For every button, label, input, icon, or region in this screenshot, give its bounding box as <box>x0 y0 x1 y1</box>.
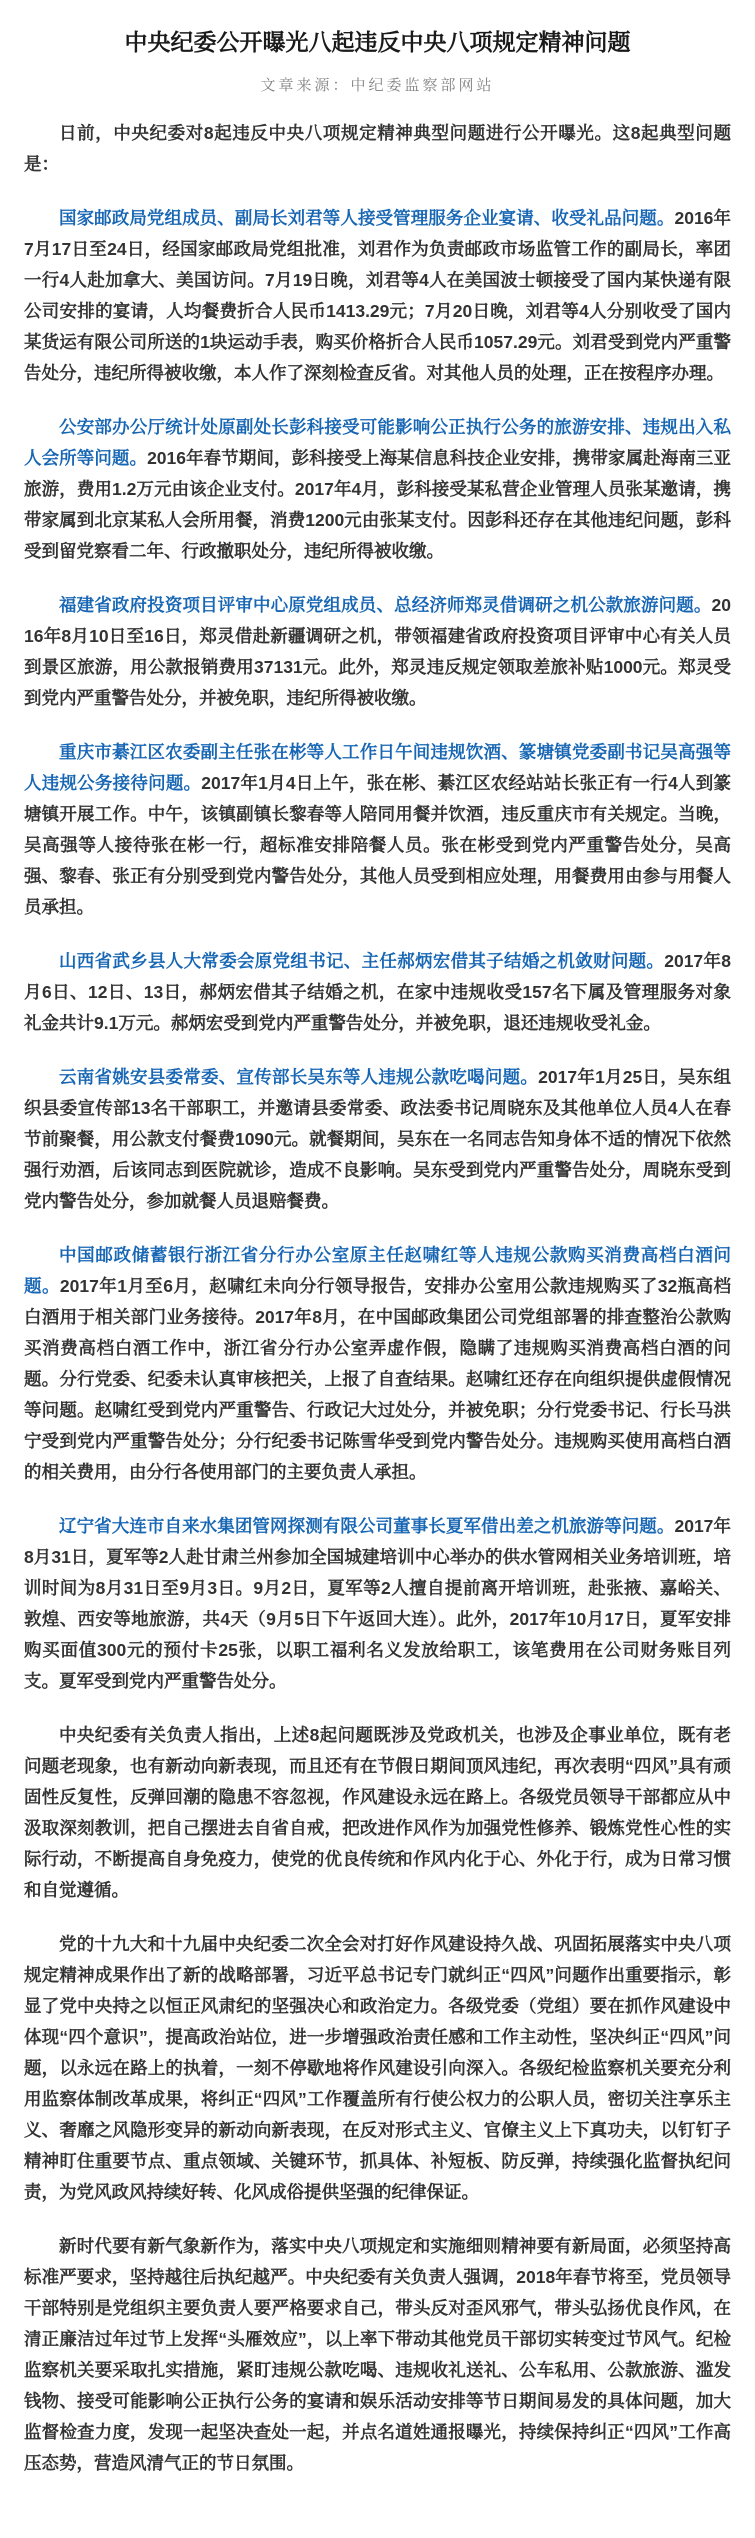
article-title: 中央纪委公开曝光八起违反中央八项规定精神问题 <box>124 29 631 55</box>
case-body-4: 2017年1月4日上午，张在彬、綦江区农经站站长张正有一行4人到篆塘镇开展工作。中午，该镇副镇长黎春等人陪同用餐并饮酒，违反重庆市有关规定。当晚，吴高强等人接待张在彬一行，超标准安排陪餐人员。张在彬受到党内严重警告处分，吴高强、黎春、张正有分别受到党内警告处分，其他人员受到相应处理，用餐费用由参与用餐人员承担。 <box>24 773 731 917</box>
case-paragraph-1 <box>24 203 731 389</box>
case-paragraph-3 <box>24 590 731 714</box>
closing-paragraph-2: 党的十九大和十九届中央纪委二次全会对打好作风建设持久战、巩固拓展落实中央八项规定精神成果作出了新的战略部署，习近平总书记专门就纠正“四风”问题作出重要指示，彰显了党中央持之以恒正风肃纪的坚强决心和政治定力。各级党委（党组）要在抓作风建设中体现“四个意识”，提高政治站位，进一步增强政治责任感和工作主动性，坚决纠正“四风”问题，以永远在路上的执着，一刻不停歇地将作风建设引向深入。各级纪检监察机关要充分利用监察体制改革成果，将纠正“四风”工作覆盖所有行使公权力的公职人员，密切关注享乐主义、奢靡之风隐形变异的新动向新表现，在反对形式主义、官僚主义上下真功夫，以钉钉子精神盯住重要节点、重点领域、关键环节，抓具体、补短板、防反弹，持续强化监督执纪问责，为党风政风持续好转、化风成俗提供坚强的纪律保证。 <box>24 1934 731 2202</box>
case-body-6: 2017年1月25日，吴东组织县委宣传部13名干部职工，并邀请县委常委、政法委书记周晓东及其他单位人员4人在春节前聚餐，用公款支付餐费1090元。就餐期间，吴东在一名同志告知身体不适的情况下依然强行劝酒，后该同志到医院就诊，造成不良影响。吴东受到党内严重警告处分，周晓东受到党内警告处分，参加就餐人员退赔餐费。 <box>24 1067 731 1211</box>
case-paragraph-5 <box>24 946 731 1039</box>
case-lead-6: 云南省姚安县委常委、宣传部长吴东等人违规公款吃喝问题。 <box>59 1067 539 1087</box>
case-lead-5: 山西省武乡县人大常委会原党组书记、主任郝炳宏借其子结婚之机敛财问题。 <box>59 951 665 971</box>
intro-paragraph: 日前，中央纪委对8起违反中央八项规定精神典型问题进行公开曝光。这8起典型问题是： <box>24 123 731 174</box>
case-lead-2: 公安部办公厅统计处原副处长彭科接受可能影响公正执行公务的旅游安排、违规出入私人会所等问题。 <box>24 417 731 468</box>
case-body-8: 2017年8月31日，夏军等2人赴甘肃兰州参加全国城建培训中心举办的供水管网相关业务培训班，培训时间为8月31日至9月3日。9月2日，夏军等2人擅自提前离开培训班，赴张掖、嘉峪关、敦煌、西安等地旅游，共4天（9月5日下午返回大连）。此外，2017年10月17日，夏军安排购买面值300元的预付卡25张，以职工福利名义发放给职工，该笔费用在公司财务账目列支。夏军受到党内严重警告处分。 <box>24 1516 732 1691</box>
closing-paragraph-3: 新时代要有新气象新作为，落实中央八项规定和实施细则精神要有新局面，必须坚持高标准严要求，坚持越往后执纪越严。中央纪委有关负责人强调，2018年春节将至，党员领导干部特别是党组织主要负责人要严格要求自己，带头反对歪风邪气，带头弘扬优良作风，在清正廉洁过年过节上发挥“头雁效应”，以上率下带动其他党员干部切实转变过节风气。纪检监察机关要采取扎实措施，紧盯违规公款吃喝、违规收礼送礼、公车私用、公款旅游、滥发钱物、接受可能影响公正执行公务的宴请和娱乐活动安排等节日期间易发的具体问题，加大监督检查力度，发现一起坚决查处一起，并点名道姓通报曝光，持续保持纠正“四风”工作高压态势，营造风清气正的节日氛围。 <box>24 2236 731 2473</box>
case-paragraph-8 <box>24 1511 731 1697</box>
case-lead-4: 重庆市綦江区农委副主任张在彬等人工作日午间违规饮酒、篆塘镇党委副书记吴高强等人违规公务接待问题。 <box>24 742 731 793</box>
case-lead-1: 国家邮政局党组成员、副局长刘君等人接受管理服务企业宴请、收受礼品问题。 <box>59 208 675 228</box>
case-paragraph-2 <box>24 412 731 567</box>
case-lead-3: 福建省政府投资项目评审中心原党组成员、总经济师郑灵借调研之机公款旅游问题。 <box>59 595 712 615</box>
article <box>0 26 755 2538</box>
case-body-1: 2016年7月17日至24日，经国家邮政局党组批准，刘君作为负责邮政市场监管工作的副局长，率团一行4人赴加拿大、美国访问。7月19日晚，刘君等4人在美国波士顿接受了国内某快递有限公司安排的宴请，人均餐费折合人民币1413.29元；7月20日晚，刘君等4人分别收受了国内某货运有限公司所送的1块运动手表，购买价格折合人民币1057.29元。刘君受到党内严重警告处分，违纪所得被收缴，本人作了深刻检查反省。对其他人员的处理，正在按程序办理。 <box>24 208 732 383</box>
closing-paragraph-1: 中央纪委有关负责人指出，上述8起问题既涉及党政机关，也涉及企事业单位，既有老问题老现象，也有新动向新表现，而且还有在节假日期间顶风违纪，再次表明“四风”具有顽固性反复性，反弹回潮的隐患不容忽视，作风建设永远在路上。各级党员领导干部都应从中汲取深刻教训，把自己摆进去自省自戒，把改进作风作为加强党性修养、锻炼党性心性的实际行动，不断提高自身免疫力，使党的优良传统和作风内化于心、外化于行，成为日常习惯和自觉遵循。 <box>24 1725 731 1900</box>
case-lead-8: 辽宁省大连市自来水集团管网探测有限公司董事长夏军借出差之机旅游等问题。 <box>59 1516 675 1536</box>
case-body-7: 2017年1月至6月，赵啸红未向分行领导报告，安排办公室用公款违规购买了32瓶高档白酒用于相关部门业务接待。2017年8月，在中国邮政集团公司党组部署的排查整治公款购买消费高档白酒工作中，浙江省分行办公室弄虚作假，隐瞒了违规购买消费高档白酒的问题。分行党委、纪委未认真审核把关，上报了自查结果。赵啸红还存在向组织提供虚假情况等问题。赵啸红受到党内严重警告、行政记大过处分，并被免职；分行党委书记、行长马洪宁受到党内严重警告处分；分行纪委书记陈雪华受到党内警告处分。违规购买使用高档白酒的相关费用，由分行各使用部门的主要负责人承担。 <box>24 1276 732 1482</box>
article-source: 文章来源：中纪委监察部网站 <box>260 76 495 94</box>
case-body-5: 2017年8月6日、12日、13日，郝炳宏借其子结婚之机，在家中违规收受157名下属及管理服务对象礼金共计9.1万元。郝炳宏受到党内严重警告处分，并被免职，退还违规收受礼金。 <box>24 951 731 1033</box>
case-body-3: 2016年8月10日至16日，郑灵借赴新疆调研之机，带领福建省政府投资项目评审中心有关人员到景区旅游，用公款报销费用37131元。此外，郑灵违反规定领取差旅补贴1000元。郑灵受到党内严重警告处分，并被免职，违纪所得被收缴。 <box>24 595 731 708</box>
case-paragraph-4 <box>24 737 731 923</box>
case-paragraph-6 <box>24 1062 731 1217</box>
case-paragraph-7 <box>24 1240 731 1488</box>
case-body-2: 2016年春节期间，彭科接受上海某信息科技企业安排，携带家属赴海南三亚旅游，费用1.2万元由该企业支付。2017年4月，彭科接受某私营企业管理人员张某邀请，携带家属到北京某私人会所用餐，消费1200元由张某支付。因彭科还存在其他违纪问题，彭科受到留党察看二年、行政撤职处分，违纪所得被收缴。 <box>24 448 732 561</box>
case-lead-7: 中国邮政储蓄银行浙江省分行办公室原主任赵啸红等人违规公款购买消费高档白酒问题。 <box>24 1245 731 1296</box>
